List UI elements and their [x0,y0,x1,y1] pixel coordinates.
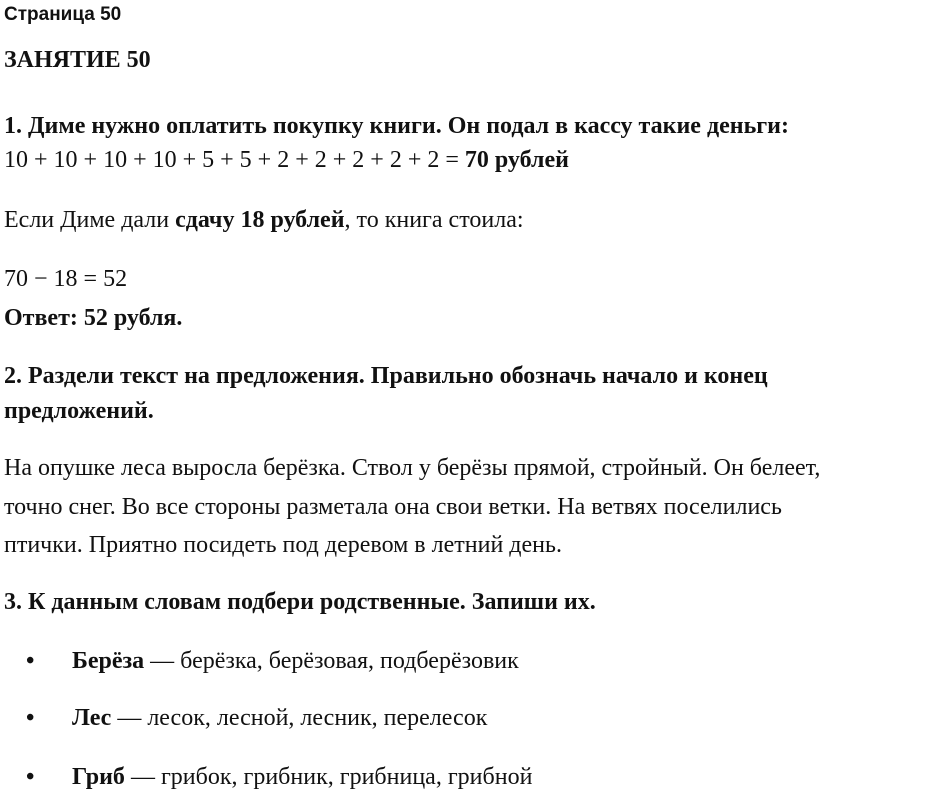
task1-calculation: 70 − 18 = 52 [4,266,128,292]
task1-answer: Ответ: 52 рубля. [4,305,183,331]
task1-change-suffix: , то книга стоила: [344,207,524,233]
task1-sum-line [4,143,569,177]
task2-text-line1: На опушке леса выросла берёзка. Ствол у берёзы прямой, стройный. Он белеет, [4,455,821,481]
task2-heading-line2: предложений. [4,398,154,424]
page-label: Страница 50 [4,4,122,25]
list-item-word: Гриб [72,764,125,790]
task1-sum-expression: 10 + 10 + 10 + 10 + 5 + 5 + 2 + 2 + 2 + 2 + 2 = [4,147,465,173]
bullet-icon: • [26,764,35,790]
lesson-title: ЗАНЯТИЕ 50 [4,47,151,73]
task2-heading-line1: 2. Раздели текст на предложения. Правильно обозначь начало и конец [4,363,768,389]
list-item-word: Лес [72,705,112,731]
task1-sum-result: 70 рублей [464,147,569,173]
task1-change-line [4,203,524,237]
task3-heading: 3. К данным словам подбери родственные. Запиши их. [4,589,596,615]
list-item-relatives: — берёзка, берёзовая, подберёзовик [144,648,519,674]
list-item-word: Берёза [72,648,145,674]
task2-text-line3: птички. Приятно посидеть под деревом в летний день. [4,532,562,558]
task2-text-line2: точно снег. Во все стороны разметала она свои ветки. На ветвях поселились [4,494,782,520]
task1-change-bold: сдачу 18 рублей [175,207,345,233]
list-item-relatives: — грибок, грибник, грибница, грибной [124,764,533,790]
task1-heading: 1. Диме нужно оплатить покупку книги. Он подал в кассу такие деньги: [4,113,789,139]
bullet-icon: • [26,648,35,674]
task1-change-prefix: Если Диме дали [4,207,176,233]
bullet-icon: • [26,705,35,731]
list-item-relatives: — лесок, лесной, лесник, перелесок [111,705,488,731]
